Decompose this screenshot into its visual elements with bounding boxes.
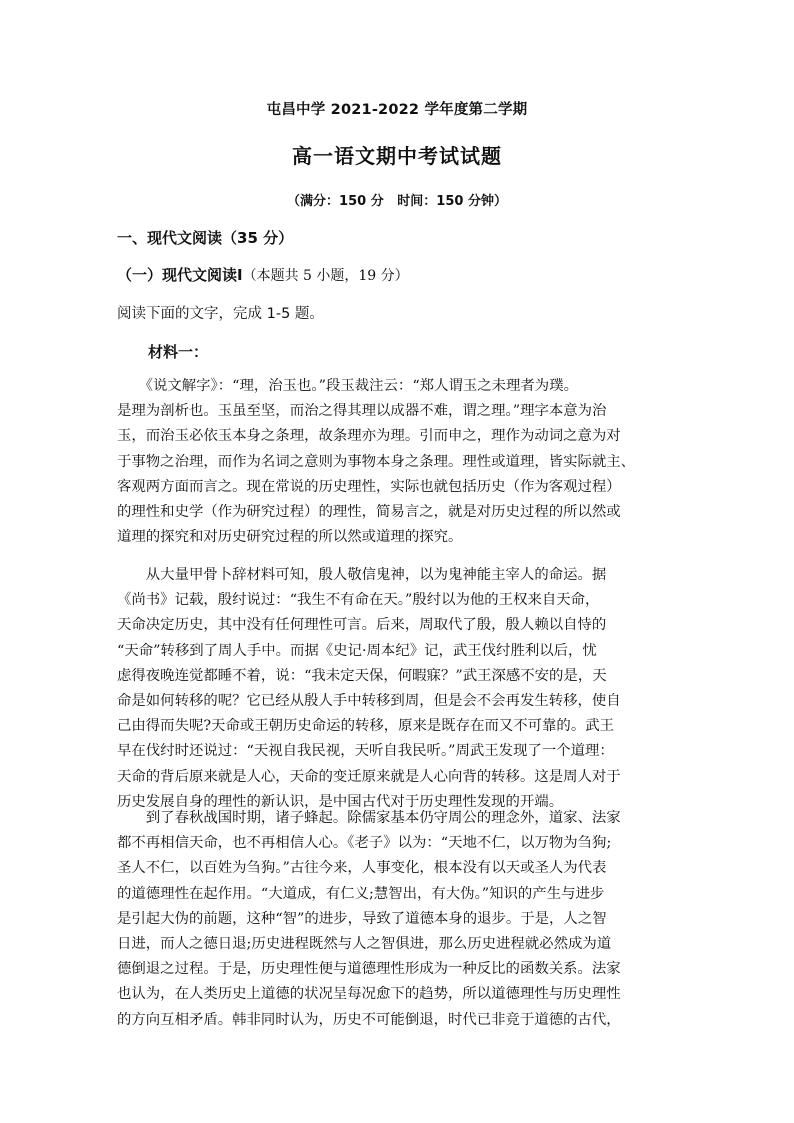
passage-paragraph-3: [117, 806, 685, 1033]
subsection-heading: [117, 264, 409, 285]
passage-line: 《尚书》记载，殷纣说过：“我生不有命在天。”殷纣以为他的王权来自天命，: [117, 592, 600, 609]
passage-paragraph-2: [117, 563, 685, 815]
passage-line: 圣人不仁，以百姓为刍狗。”古往今来，人事变化，根本没有以天或圣人为代表: [117, 860, 607, 877]
school-term-heading: 屯昌中学 2021-2022 学年度第二学期: [266, 102, 528, 118]
passage-line: 历史发展自身的理性的新认识，是中国古代对于历史理性发现的开端。: [117, 793, 564, 810]
passage-line: 己由得而失呢?天命或王朝历史命运的转移，原来是既存在而又不可靠的。武王: [117, 718, 614, 735]
subsection-title: （一）现代文阅读Ⅰ: [117, 266, 243, 284]
passage-line: “天命”转移到了周人手中。而据《史记·周本纪》记，武王伐纣胜利以后，忧: [117, 642, 597, 659]
passage-line: 从大量甲骨卜辞材料可知，殷人敬信鬼神，以为鬼神能主宰人的命运。据: [117, 567, 607, 583]
passage-line: 道理的探究和对历史研究过程的所以然或道理的探究。: [117, 529, 463, 546]
passage-line: 客观两方面而言之。现在常说的历史理性，实际也就包括历史（作为客观过程）: [117, 478, 621, 495]
passage-line: 玉，而治玉必依玉本身之条理，故条理亦为理。引而申之，理作为动词之意为对: [117, 428, 621, 445]
exam-title: 高一语文期中考试试题: [292, 144, 502, 168]
material-label: 材料一：: [148, 343, 209, 361]
passage-line: 于事物之治理，而作为名词之意则为事物本身之条理。理性或道理，皆实际就主、: [117, 453, 636, 470]
passage-line: 德倒退之过程。于是，历史理性便与道德理性形成为一种反比的函数关系。法家: [117, 961, 621, 978]
passage-line: 是引起大伪的前题，这种“智”的进步，导致了道德本身的退步。于是，人之智: [117, 910, 607, 927]
passage-line: 也认为，在人类历史上道德的状况呈每况愈下的趋势，所以道德理性与历史理性: [117, 986, 621, 1003]
passage-line: 天命的背后原来就是人心，天命的变迁原来就是人心向背的转移。这是周人对于: [117, 768, 621, 785]
passage-line: 早在伐纣时还说过：“天视自我民视，天听自我民听。”周武王发现了一个道理：: [117, 743, 614, 760]
passage-line: 是理为剖析也。玉虽至坚，而治之得其理以成器不难，谓之理。”理字本意为治: [117, 403, 607, 420]
passage-line: 的方向互相矛盾。韩非同时认为，历史不可能倒退，时代已非竞于道德的古代，: [117, 1011, 621, 1028]
exam-meta: （满分：150 分 时间：150 分钟）: [287, 194, 507, 209]
passage-line: 的理性和史学（作为研究过程）的理性，简易言之，就是对历史过程的所以然或: [117, 504, 621, 521]
passage-paragraph-1: [117, 374, 685, 550]
passage-line: 日进，而人之德日退;历史进程既然与人之智俱进，那么历史进程就必然成为道: [117, 936, 612, 953]
reading-instruction: 阅读下面的文字，完成 1-5 题。: [117, 306, 324, 322]
passage-line: 虑得夜晚连觉都睡不着，说：“我未定天保，何暇寐？”武王深感不安的是，天: [117, 667, 607, 684]
passage-line: 《说文解字》：“理，治玉也。”段玉裁注云：“郑人谓玉之未理者为璞。: [117, 378, 578, 394]
subsection-note: （本题共 5 小题，19 分）: [242, 268, 409, 284]
passage-line: 命是如何转移的呢？它已经从殷人手中转移到周，但是会不会再发生转移，使自: [117, 693, 621, 710]
passage-line: 都不再相信天命，也不再相信人心。《老子》以为：“天地不仁，以万物为刍狗;: [117, 835, 612, 852]
section-heading: 一、现代文阅读（35 分）: [117, 229, 294, 247]
passage-line: 天命决定历史，其中没有任何理性可言。后来，周取代了殷，殷人赖以自恃的: [117, 617, 607, 634]
passage-line: 的道德理性在起作用。“大道成，有仁义;慧智出，有大伪。”知识的产生与进步: [117, 885, 605, 902]
passage-line: 到了春秋战国时期，诸子蜂起。除儒家基本仍守周公的理念外，道家、法家: [117, 810, 621, 826]
